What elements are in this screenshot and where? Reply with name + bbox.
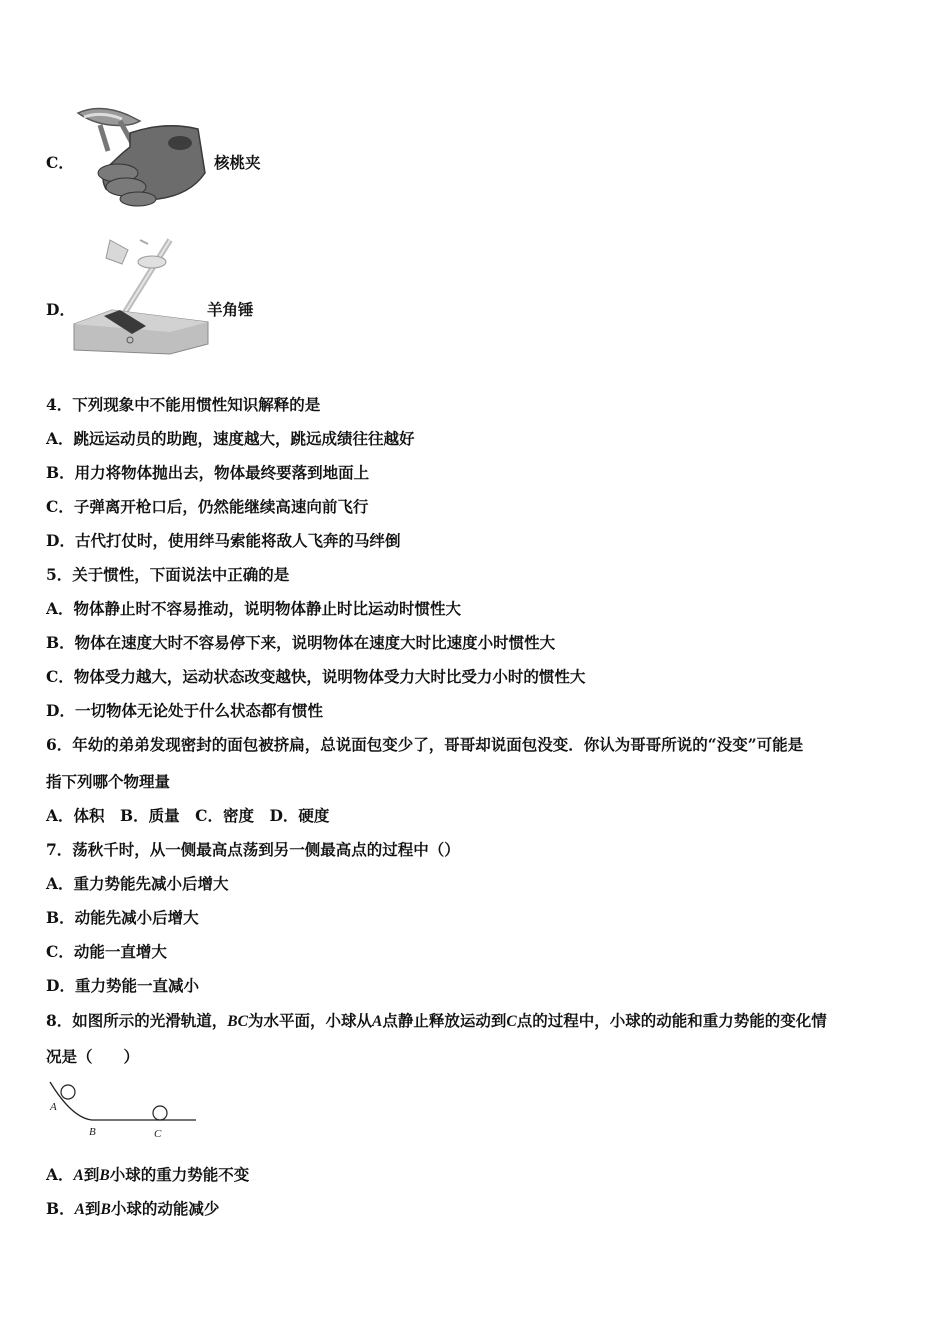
label-c: C xyxy=(154,1128,162,1140)
nutcracker-icon xyxy=(70,103,210,208)
track-diagram xyxy=(44,1078,204,1140)
label-a: A xyxy=(50,1101,57,1113)
option-d-label: D． xyxy=(46,300,75,319)
q4-option-d: D．古代打仗时，使用绊马索能将敌人飞奔的马绊倒 xyxy=(46,531,401,550)
q6-options: A．体积 B．质量 C．密度 D．硬度 xyxy=(46,806,330,825)
q8-option-a: A．A到B小球的重力势能不变 xyxy=(46,1165,250,1184)
q4-option-b: B．用力将物体抛出去，物体最终要落到地面上 xyxy=(46,463,370,482)
option-c-caption: 核桃夹 xyxy=(214,153,261,172)
q8-stem-line1: 8．如图所示的光滑轨道，BC为水平面，小球从A点静止释放运动到C点的过程中，小球的动能和重力势能的变化情 xyxy=(46,1011,827,1030)
q6-stem-line2: 指下列哪个物理量 xyxy=(46,772,171,791)
q5-option-d: D．一切物体无论处于什么状态都有惯性 xyxy=(46,701,323,720)
q5-option-a: A．物体静止时不容易推动，说明物体静止时比运动时惯性大 xyxy=(46,599,462,618)
q4-option-a: A．跳远运动员的助跑，速度越大，跳远成绩往往越好 xyxy=(46,429,415,448)
q5-option-b: B．物体在速度大时不容易停下来，说明物体在速度大时比速度小时惯性大 xyxy=(46,633,556,652)
q6-stem-line1: 6．年幼的弟弟发现密封的面包被挤扁，总说面包变少了，哥哥却说面包没变．你认为哥哥所说的“没变”可能是 xyxy=(46,735,804,754)
q7-option-d: D．重力势能一直减小 xyxy=(46,976,199,995)
q5-stem: 5．关于惯性，下面说法中正确的是 xyxy=(46,565,290,584)
q5-option-c: C．物体受力越大，运动状态改变越快，说明物体受力大时比受力小时的惯性大 xyxy=(46,667,586,686)
q7-stem: 7．荡秋千时，从一侧最高点荡到另一侧最高点的过程中（） xyxy=(46,840,460,859)
q7-option-a: A．重力势能先减小后增大 xyxy=(46,874,229,893)
q8-option-b: B．A到B小球的动能减少 xyxy=(46,1199,220,1218)
q4-stem: 4．下列现象中不能用惯性知识解释的是 xyxy=(46,395,321,414)
option-c-label: C． xyxy=(46,153,74,172)
q8-stem-line2: 况是（ ） xyxy=(46,1047,140,1066)
claw-hammer-icon xyxy=(70,236,210,356)
q4-option-c: C．子弹离开枪口后，仍然能继续高速向前飞行 xyxy=(46,497,369,516)
q7-option-c: C．动能一直增大 xyxy=(46,942,167,961)
option-d-caption: 羊角锤 xyxy=(207,300,254,319)
label-b: B xyxy=(89,1126,96,1138)
q7-option-b: B．动能先减小后增大 xyxy=(46,908,199,927)
